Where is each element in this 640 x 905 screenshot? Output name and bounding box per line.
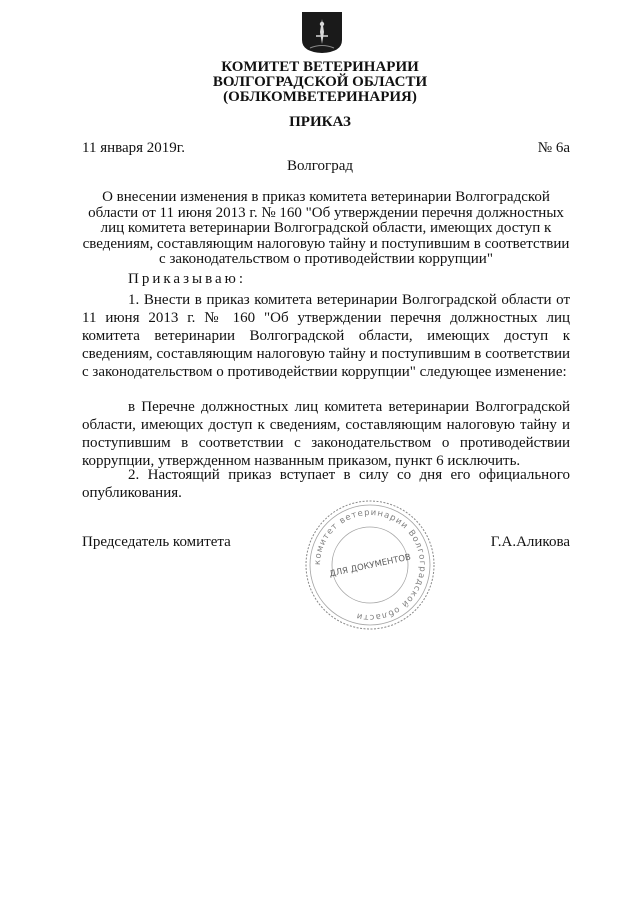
document-city: Волгоград bbox=[286, 158, 353, 174]
document-subject: О внесении изменения в приказ комитета ветеринарии Волгоградской области от 11 июня 2013 г. № 160 "Об утверждении перечня должностных лиц комитета ветеринарии Волгоградской области, имеющих доступ к сведениям, составляющим налоговую тайну и поступившим в соответствии с законодательством о противодействии коррупции" bbox=[82, 189, 570, 267]
paragraph-1: 1. Внести в приказ комитета ветеринарии Волгоградской области от 11 июня 2013 г. № 160 "Об утверждении перечня должностных лиц комитета ветеринарии Волгоградской области, имеющих доступ к сведениям, составляющим налоговую тайну и поступившим в соответствии с законодательством о противодействии коррупции" следующее изменение: bbox=[82, 292, 570, 380]
document-number: № 6а bbox=[537, 140, 570, 156]
signer-title: Председатель комитета bbox=[82, 534, 231, 550]
signer-name: Г.А.Аликова bbox=[490, 534, 570, 550]
region-emblem-icon bbox=[300, 10, 344, 54]
seal-ring-text: комитет ветеринарии Волгоградской области bbox=[312, 507, 428, 623]
document-date: 11 января 2019г. bbox=[82, 140, 186, 156]
official-seal bbox=[300, 495, 440, 635]
header-line-3: (ОБЛКОМВЕТЕРИНАРИЯ) bbox=[223, 89, 417, 105]
paragraph-2: в Перечне должностных лиц комитета ветеринарии Волгоградской области, имеющих доступ к сведениям, составляющим налоговую тайну и поступившим в соответствии с законодательством о противодействии коррупции, утвержденном названным приказом, пункт 6 исключить. bbox=[82, 399, 570, 469]
paragraph-3: 2. Настоящий приказ вступает в силу со дня его официального опубликования. bbox=[82, 467, 570, 501]
header-line-1: КОМИТЕТ ВЕТЕРИНАРИИ bbox=[221, 59, 419, 75]
order-word: Приказываю: bbox=[128, 271, 246, 287]
organization-header bbox=[0, 60, 640, 105]
header-line-2: ВОЛГОГРАДСКОЙ ОБЛАСТИ bbox=[212, 74, 428, 90]
document-type: ПРИКАЗ bbox=[289, 114, 351, 130]
seal-center-text: ДЛЯ ДОКУМЕНТОВ bbox=[328, 552, 412, 580]
